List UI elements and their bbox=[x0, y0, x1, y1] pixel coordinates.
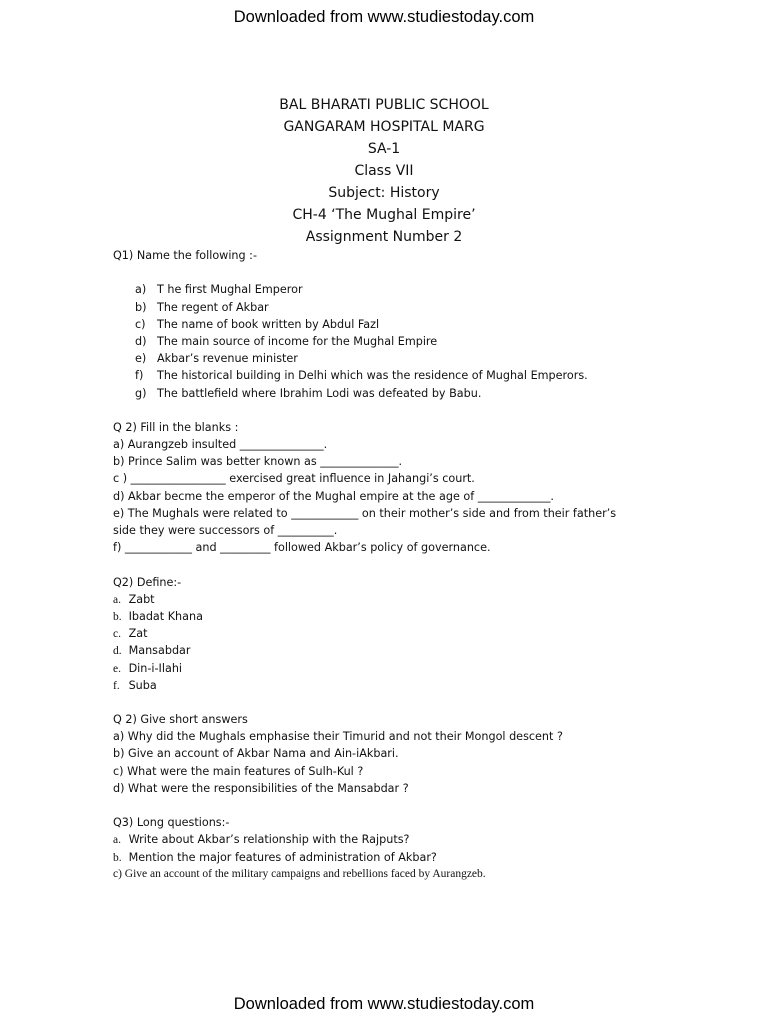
list-text: The regent of Akbar bbox=[157, 300, 269, 314]
list-item bbox=[113, 831, 673, 848]
list-item bbox=[113, 677, 673, 694]
question-line: c) Give an account of the military campaigns and rebellions faced by Aurangzeb. bbox=[113, 867, 486, 880]
q1-title: Q1) Name the following :- bbox=[113, 249, 257, 262]
fill-line: a) Aurangzeb insulted _______________. bbox=[113, 438, 328, 452]
list-text: Mansabdar bbox=[128, 644, 191, 658]
list-text: Ibadat Khana bbox=[128, 609, 203, 623]
question-line: d) What were the responsibilities of the Mansabdar ? bbox=[113, 781, 409, 795]
q2-fill-title: Q 2) Fill in the blanks : bbox=[113, 420, 239, 434]
list-item bbox=[113, 660, 673, 677]
question-line: a) Why did the Mughals emphasise their Timurid and not their Mongol descent ? bbox=[113, 730, 563, 744]
list-marker: b. bbox=[113, 610, 122, 623]
list-item bbox=[113, 367, 673, 384]
list-text: The battlefield where Ibrahim Lodi was defeated by Babu. bbox=[157, 386, 482, 400]
list-marker: c. bbox=[113, 628, 121, 641]
list-item bbox=[113, 642, 673, 659]
q2-short-title: Q 2) Give short answers bbox=[113, 713, 248, 727]
list-text: Suba bbox=[128, 678, 157, 692]
list-text: Akbar’s revenue minister bbox=[157, 352, 298, 366]
list-text: The historical building in Delhi which was the residence of Mughal Emperors. bbox=[157, 369, 588, 383]
q3-title: Q3) Long questions:- bbox=[113, 816, 230, 830]
list-item bbox=[113, 385, 673, 402]
list-text: The main source of income for the Mughal Empire bbox=[157, 334, 438, 348]
q2-define-title: Q2) Define:- bbox=[113, 575, 182, 589]
exam-term: SA-1 bbox=[367, 141, 401, 157]
fill-line: f) ____________ and _________ followed Akbar’s policy of governance. bbox=[113, 541, 491, 555]
list-marker: f) bbox=[135, 369, 144, 383]
list-marker: d. bbox=[113, 645, 122, 658]
list-marker: e. bbox=[113, 662, 121, 675]
list-item bbox=[113, 625, 673, 642]
list-marker: a. bbox=[113, 593, 121, 606]
list-marker: c) bbox=[135, 317, 146, 331]
list-item bbox=[113, 333, 673, 350]
subject-label: Subject: History bbox=[328, 185, 440, 201]
list-item bbox=[113, 849, 673, 866]
list-item bbox=[113, 350, 673, 367]
fill-line: b) Prince Salim was better known as ______________. bbox=[113, 455, 403, 469]
assignment-number: Assignment Number 2 bbox=[305, 229, 463, 245]
list-marker: b) bbox=[135, 300, 147, 314]
list-text: Zat bbox=[128, 627, 148, 641]
list-text: Din-i-Ilahi bbox=[128, 661, 183, 675]
list-text: The name of book written by Abdul Fazl bbox=[157, 317, 380, 331]
list-marker: e) bbox=[135, 352, 147, 366]
list-item bbox=[113, 316, 673, 333]
list-item bbox=[113, 299, 673, 316]
list-marker: a. bbox=[113, 834, 121, 847]
list-text: T he first Mughal Emperor bbox=[157, 283, 303, 297]
chapter-title: CH-4 ‘The Mughal Empire’ bbox=[292, 207, 476, 223]
fill-line: side they were successors of __________. bbox=[113, 524, 338, 537]
list-text: Write about Akbar’s relationship with the Rajputs? bbox=[128, 833, 410, 847]
school-name: BAL BHARATI PUBLIC SCHOOL bbox=[279, 97, 489, 113]
download-banner-top: Downloaded from www.studiestoday.com bbox=[233, 8, 535, 26]
school-address: GANGARAM HOSPITAL MARG bbox=[283, 119, 485, 135]
document-header bbox=[0, 94, 768, 248]
list-text: Zabt bbox=[128, 592, 155, 606]
list-item bbox=[113, 281, 673, 298]
list-marker: a) bbox=[135, 283, 147, 297]
download-banner-bottom: Downloaded from www.studiestoday.com bbox=[233, 995, 535, 1013]
list-item bbox=[113, 608, 673, 625]
assignment-body bbox=[113, 247, 673, 883]
class-label: Class VII bbox=[354, 163, 414, 179]
list-marker: b. bbox=[113, 851, 122, 864]
list-item bbox=[113, 591, 673, 608]
list-marker: f. bbox=[113, 679, 120, 692]
fill-line: d) Akbar becme the emperor of the Mughal empire at the age of _____________. bbox=[113, 489, 554, 503]
list-text: Mention the major features of administration of Akbar? bbox=[128, 850, 437, 864]
list-marker: d) bbox=[135, 334, 147, 348]
fill-line: e) The Mughals were related to ____________ on their mother’s side and from their father’s bbox=[113, 506, 617, 520]
list-marker: g) bbox=[135, 386, 147, 400]
question-line: c) What were the main features of Sulh-Kul ? bbox=[113, 764, 364, 778]
fill-line: c ) _________________ exercised great influence in Jahangi’s court. bbox=[113, 472, 475, 486]
question-line: b) Give an account of Akbar Nama and Ain-iAkbari. bbox=[113, 747, 399, 761]
